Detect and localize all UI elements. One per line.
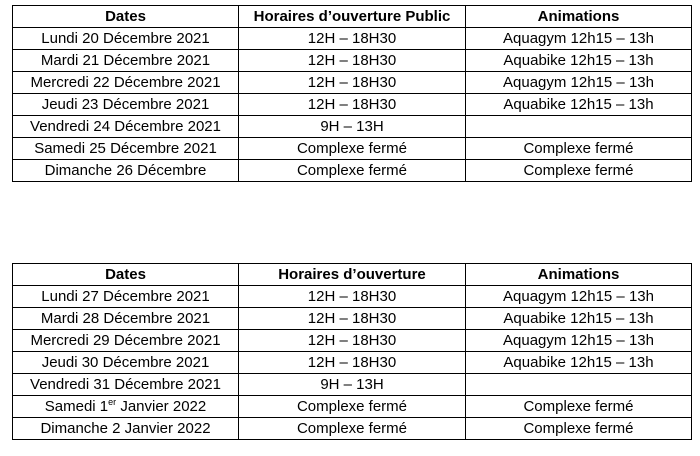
hours-cell: 9H – 13H xyxy=(239,374,466,396)
hours-cell: 12H – 18H30 xyxy=(239,352,466,374)
table-row xyxy=(13,116,692,138)
column-header-activities: Animations xyxy=(466,264,692,286)
date-cell: Vendredi 31 Décembre 2021 xyxy=(13,374,239,396)
date-cell: Vendredi 24 Décembre 2021 xyxy=(13,116,239,138)
activity-cell: Aquabike 12h15 – 13h xyxy=(466,352,692,374)
date-cell xyxy=(13,396,239,418)
activity-cell: Aquagym 12h15 – 13h xyxy=(466,330,692,352)
hours-cell: Complexe fermé xyxy=(239,160,466,182)
activity-cell: Aquagym 12h15 – 13h xyxy=(466,28,692,50)
table-row xyxy=(13,28,692,50)
hours-cell: 12H – 18H30 xyxy=(239,28,466,50)
table-row xyxy=(13,418,692,440)
date-cell: Samedi 25 Décembre 2021 xyxy=(13,138,239,160)
hours-cell: 12H – 18H30 xyxy=(239,330,466,352)
hours-cell: 9H – 13H xyxy=(239,116,466,138)
date-cell: Jeudi 30 Décembre 2021 xyxy=(13,352,239,374)
column-header-dates: Dates xyxy=(13,6,239,28)
hours-cell: 12H – 18H30 xyxy=(239,308,466,330)
table-row xyxy=(13,286,692,308)
table-row xyxy=(13,160,692,182)
activity-cell: Aquabike 12h15 – 13h xyxy=(466,94,692,116)
table-row xyxy=(13,72,692,94)
date-cell: Lundi 20 Décembre 2021 xyxy=(13,28,239,50)
table-row xyxy=(13,94,692,116)
activity-cell xyxy=(466,374,692,396)
date-cell: Dimanche 26 Décembre xyxy=(13,160,239,182)
activity-cell: Aquagym 12h15 – 13h xyxy=(466,286,692,308)
column-header-hours: Horaires d’ouverture Public xyxy=(239,6,466,28)
hours-cell: Complexe fermé xyxy=(239,396,466,418)
table-header-row xyxy=(13,6,692,28)
table-row xyxy=(13,352,692,374)
table-row xyxy=(13,330,692,352)
schedule-table-week-2 xyxy=(12,263,692,440)
activity-cell: Aquabike 12h15 – 13h xyxy=(466,308,692,330)
date-cell: Mardi 28 Décembre 2021 xyxy=(13,308,239,330)
date-cell: Jeudi 23 Décembre 2021 xyxy=(13,94,239,116)
date-cell: Mardi 21 Décembre 2021 xyxy=(13,50,239,72)
activity-cell xyxy=(466,116,692,138)
date-cell: Mercredi 22 Décembre 2021 xyxy=(13,72,239,94)
date-cell: Dimanche 2 Janvier 2022 xyxy=(13,418,239,440)
hours-cell: Complexe fermé xyxy=(239,138,466,160)
date-cell: Lundi 27 Décembre 2021 xyxy=(13,286,239,308)
table-row xyxy=(13,374,692,396)
schedule-table-week-1 xyxy=(12,5,692,182)
hours-cell: 12H – 18H30 xyxy=(239,72,466,94)
table-row xyxy=(13,396,692,418)
column-header-activities: Animations xyxy=(466,6,692,28)
hours-cell: 12H – 18H30 xyxy=(239,286,466,308)
date-text: Janvier 2022 xyxy=(116,398,207,415)
hours-cell: 12H – 18H30 xyxy=(239,50,466,72)
ordinal-suffix: er xyxy=(108,397,117,407)
activity-cell: Aquagym 12h15 – 13h xyxy=(466,72,692,94)
activity-cell: Complexe fermé xyxy=(466,418,692,440)
table-row xyxy=(13,138,692,160)
column-header-hours: Horaires d’ouverture xyxy=(239,264,466,286)
date-cell: Mercredi 29 Décembre 2021 xyxy=(13,330,239,352)
activity-cell: Complexe fermé xyxy=(466,396,692,418)
table-header-row xyxy=(13,264,692,286)
activity-cell: Complexe fermé xyxy=(466,138,692,160)
hours-cell: Complexe fermé xyxy=(239,418,466,440)
hours-cell: 12H – 18H30 xyxy=(239,94,466,116)
table-row xyxy=(13,50,692,72)
activity-cell: Aquabike 12h15 – 13h xyxy=(466,50,692,72)
column-header-dates: Dates xyxy=(13,264,239,286)
table-row xyxy=(13,308,692,330)
date-text: Samedi 1 xyxy=(44,398,109,415)
activity-cell: Complexe fermé xyxy=(466,160,692,182)
